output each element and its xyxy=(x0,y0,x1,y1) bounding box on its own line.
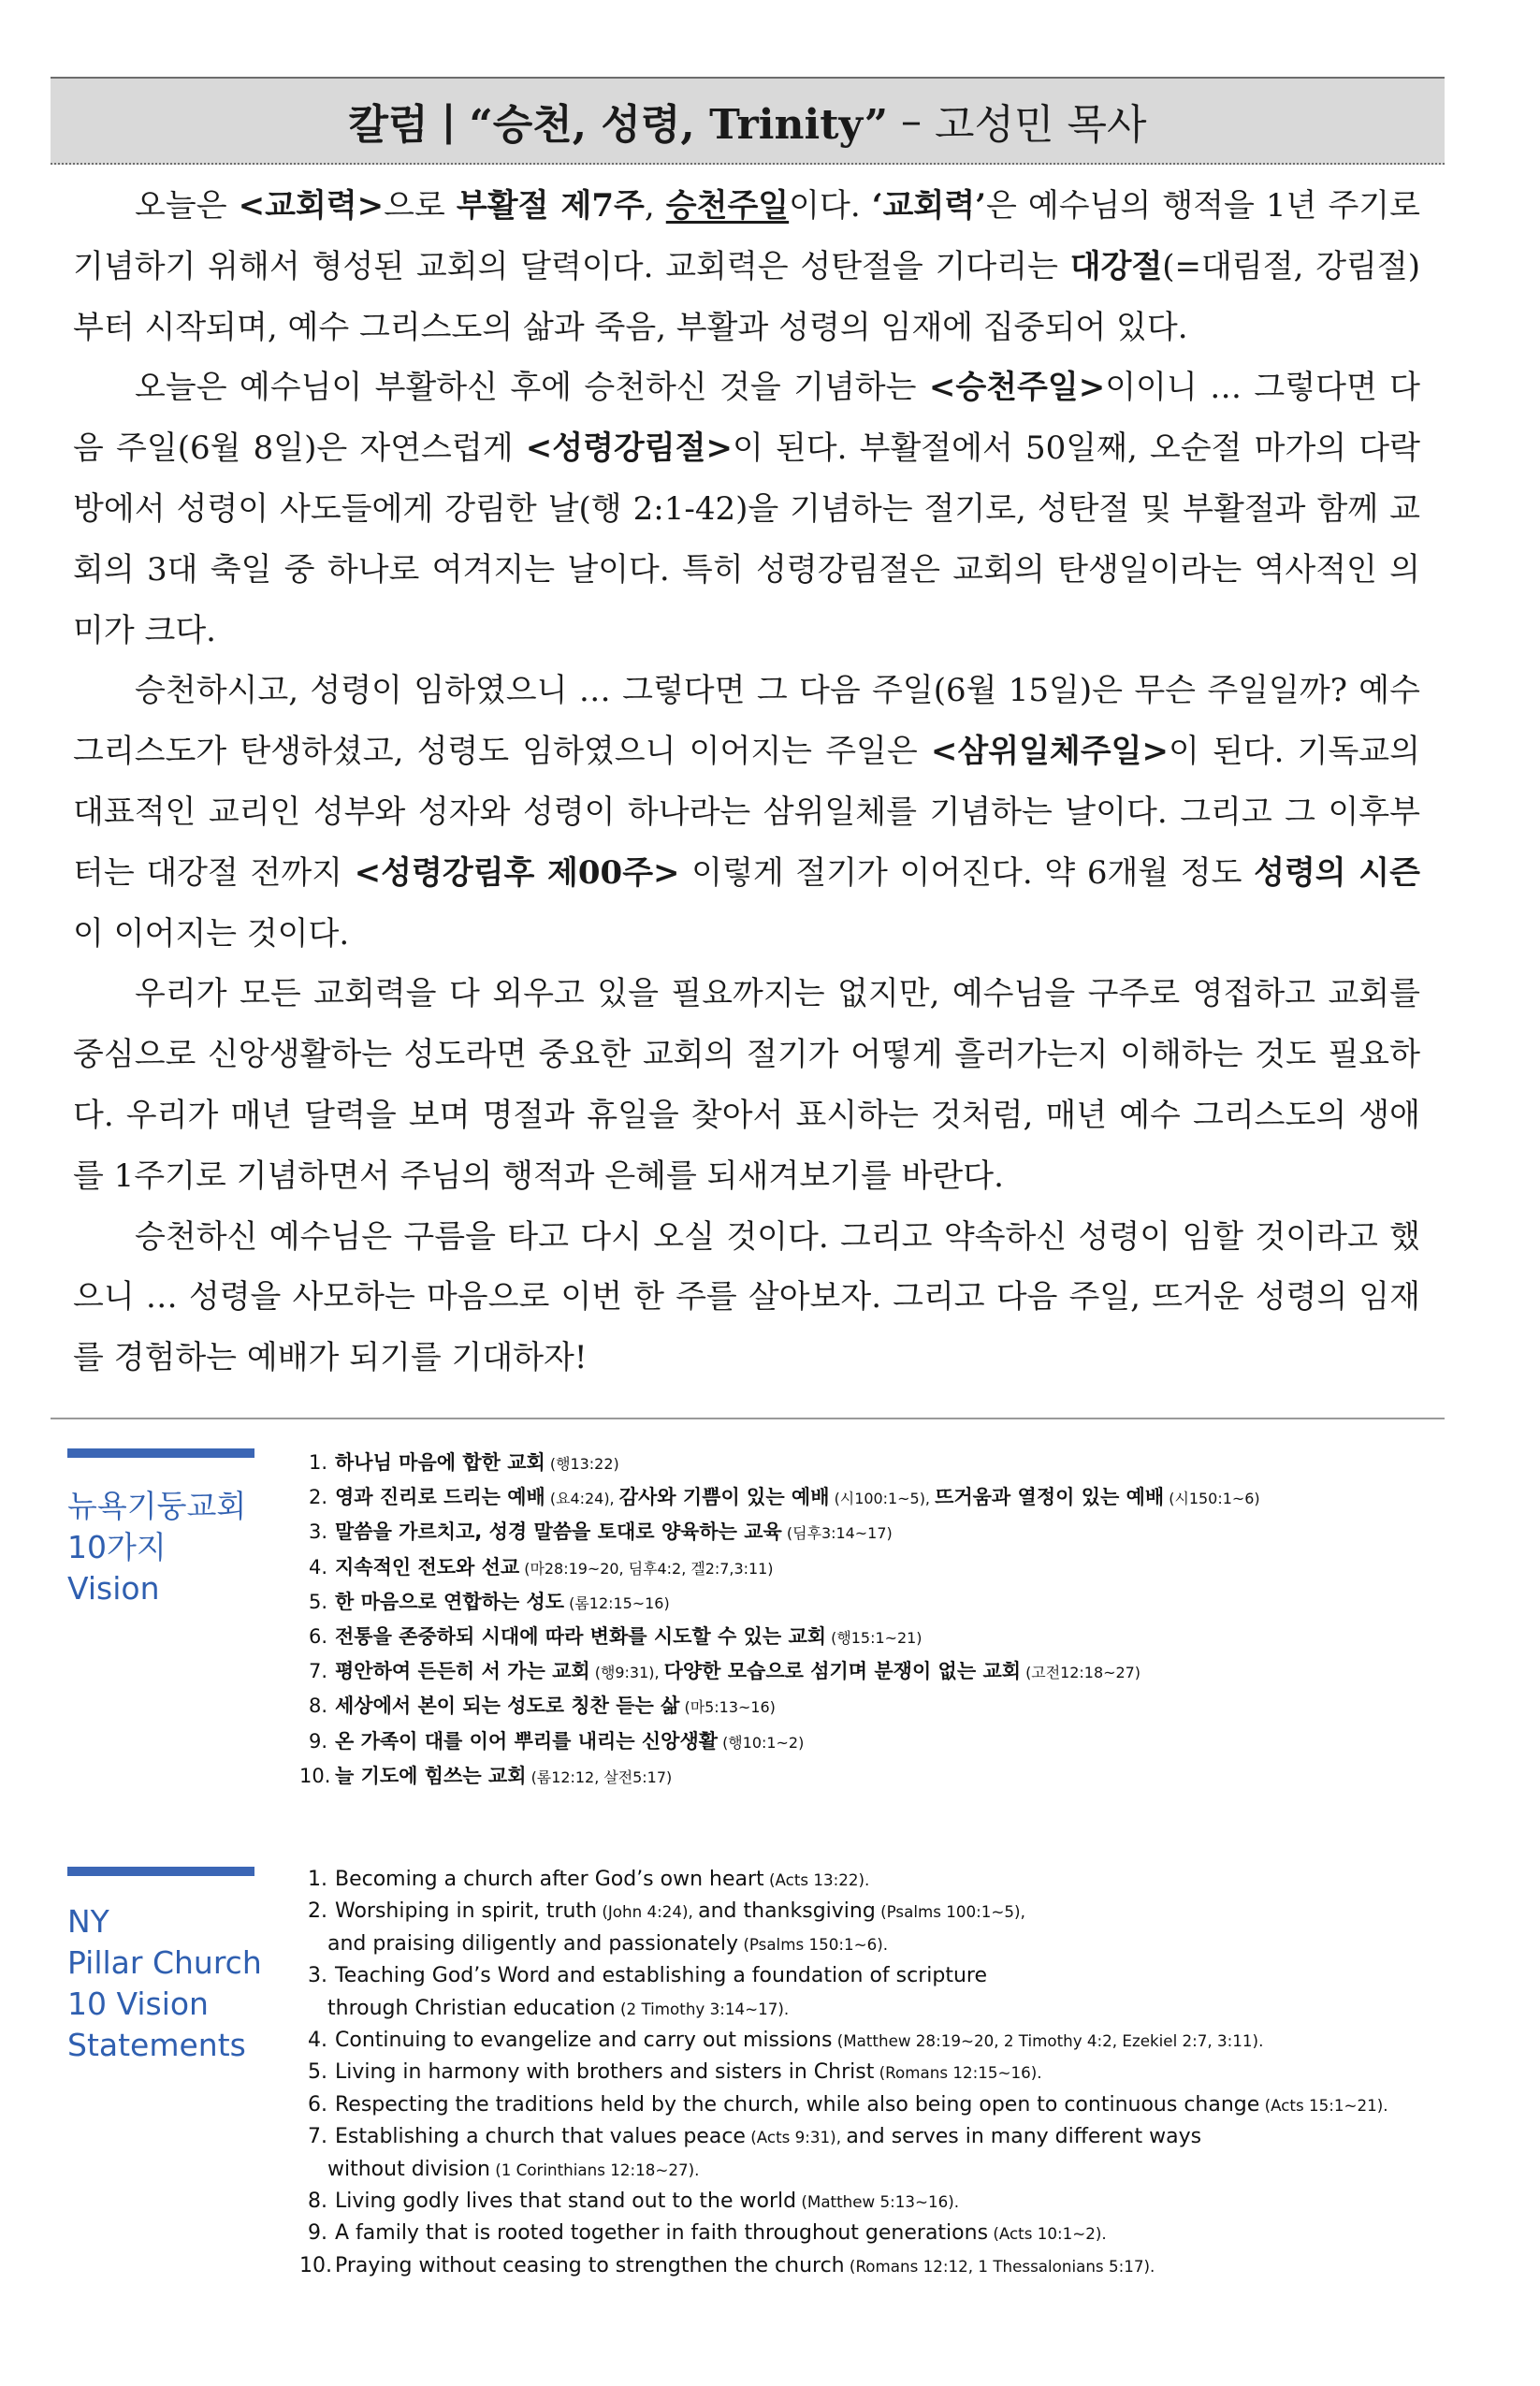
item-number: 10. xyxy=(299,2253,332,2277)
vision-ko-title-line: 10가지 xyxy=(67,1529,167,1565)
item-reference: (롬12:15~16) xyxy=(564,1593,670,1612)
vision-en-list xyxy=(299,1864,1388,2282)
paragraph-4: 우리가 모든 교회력을 다 외우고 있을 필요까지는 없지만, 예수님을 구주로 영접하고 교회를 중심으로 신앙생활하는 성도라면 중요한 교회의 절기가 어떻게 흘러가는지 이해하는 것도 필요하다. 우리가 매년 달력을 보며 명절과 휴일을 찾아서 표시하는 것처럼, 매년 예수 그리스도의 생애를 1주기로 기념하면서 주님의 행적과 은혜를 되새겨보기를 바란다. xyxy=(73,975,1420,1195)
column-author: 고성민 목사 xyxy=(935,101,1147,149)
emphasis: <삼위일체주일> xyxy=(930,733,1169,771)
list-item xyxy=(299,1724,1260,1759)
list-item xyxy=(299,1585,1260,1620)
item-reference: (롬12:12, 살전5:17) xyxy=(526,1768,673,1786)
list-item xyxy=(299,1446,1260,1480)
item-reference: (Psalms 150:1~6). xyxy=(738,1934,889,1954)
item-reference: (Acts 10:1~2). xyxy=(988,2224,1107,2244)
item-number: 8. xyxy=(308,2190,327,2214)
text: (=대림절, 강림절)부터 시작되며, 예수 그리스도의 삶과 죽음, 부활과 성령의 임재에 집중되어 있다. xyxy=(73,247,1420,346)
text: 으로 xyxy=(384,187,457,225)
item-number: 4. xyxy=(308,2029,327,2053)
paragraph-3 xyxy=(73,661,1420,964)
vision-ko-title-line: Vision xyxy=(67,1570,160,1607)
paragraph-5: 승천하신 예수님은 구름을 타고 다시 오실 것이다. 그리고 약속하신 성령이 임할 것이라고 했으니 … 성령을 사모하는 마음으로 이번 한 주를 살아보자. 그리고 다음 주일, 뜨거운 성령의 임재를 경험하는 예배가 되기를 기대하자! xyxy=(73,1217,1420,1377)
item-reference: (2 Timothy 3:14~17). xyxy=(615,1999,790,2018)
item-reference: (Matthew 5:13~16). xyxy=(796,2192,960,2212)
header-dash: – xyxy=(901,96,923,145)
text: , xyxy=(644,187,666,225)
emphasis: 성령의 시즌 xyxy=(1254,853,1420,892)
emphasis: 대강절 xyxy=(1069,247,1163,285)
column-title: “승천, 성령, Trinity” xyxy=(469,101,889,149)
text: 이 된다. 기독교의 대표적인 교리인 성부와 성자와 성령이 하나라는 삼위일체를 기념하는 날이다. 그리고 그 이후부터는 대강절 전까지 xyxy=(73,733,1420,892)
item-reference: (Acts 13:22). xyxy=(763,1870,870,1889)
item-number: 7. xyxy=(308,2125,327,2149)
paragraph-1 xyxy=(73,176,1420,357)
item-number: 3. xyxy=(308,1520,327,1544)
list-item xyxy=(299,1864,1388,1896)
list-item xyxy=(299,2057,1388,2088)
vision-en-title-line: 10 Vision xyxy=(67,1986,209,2022)
column-label: 칼럼 xyxy=(348,101,429,149)
item-text: Worshiping in spirit, truth xyxy=(335,1899,598,1924)
item-number: 7. xyxy=(308,1660,327,1683)
list-item xyxy=(299,1515,1260,1549)
item-text: 평안하여 든든히 서 가는 교회 xyxy=(335,1660,590,1683)
item-reference: (Psalms 100:1~5), xyxy=(875,1902,1025,1922)
item-reference: (Romans 12:15~16). xyxy=(874,2063,1042,2083)
item-text: 늘 기도에 힘쓰는 교회 xyxy=(335,1764,527,1787)
item-reference: (Romans 12:12, 1 Thessalonians 5:17). xyxy=(844,2256,1155,2276)
list-item xyxy=(299,2121,1388,2186)
item-number: 9. xyxy=(308,2221,327,2246)
text: 이렇게 절기가 이어진다. 약 6개월 정도 xyxy=(679,853,1255,892)
vision-ko-title xyxy=(67,1486,292,1609)
item-reference: (Matthew 28:19~20, 2 Timothy 4:2, Ezekiel 2:7, 3:11). xyxy=(832,2031,1264,2051)
item-text: Continuing to evangelize and carry out missions xyxy=(335,2029,833,2053)
item-number: 2. xyxy=(308,1899,327,1924)
vision-en-accent-bar xyxy=(67,1867,254,1876)
item-text: Establishing a church that values peace xyxy=(335,2125,746,2149)
item-number: 4. xyxy=(308,1555,327,1579)
list-item xyxy=(299,1689,1260,1724)
list-item xyxy=(299,2025,1388,2057)
item-reference: (요4:24), xyxy=(545,1490,619,1508)
list-item xyxy=(299,1896,1388,1960)
emphasis: <교회력> xyxy=(238,187,385,225)
item-text: and praising diligently and passionately xyxy=(327,1931,739,1956)
item-number: 6. xyxy=(308,2092,327,2117)
underlined-emphasis: 승천주일 xyxy=(665,187,790,225)
item-reference: (딤후3:14~17) xyxy=(781,1524,893,1543)
item-text: 감사와 기쁨이 있는 예배 xyxy=(618,1486,830,1509)
emphasis: ‘교회력’ xyxy=(871,187,986,225)
vision-en-title-line: NY xyxy=(67,1903,109,1940)
list-item xyxy=(299,1759,1260,1794)
item-text: without division xyxy=(327,2157,490,2181)
vision-en-title xyxy=(67,1901,292,2066)
list-item xyxy=(299,1654,1260,1689)
emphasis: 부활절 제7주 xyxy=(456,187,645,225)
emphasis: <성령강림절> xyxy=(525,429,733,468)
item-reference: (마5:13~16) xyxy=(679,1698,776,1717)
item-text: 지속적인 전도와 선교 xyxy=(335,1555,520,1579)
text: 이이니 … 그렇다면 다음 주일(6월 8일)은 자연스럽게 xyxy=(73,369,1420,468)
item-text: Living in harmony with brothers and sisters in Christ xyxy=(335,2060,875,2085)
item-text: 뜨거움과 열정이 있는 예배 xyxy=(935,1486,1165,1509)
vision-ko-accent-bar xyxy=(67,1448,254,1458)
item-text: through Christian education xyxy=(327,1996,616,2020)
item-number: 2. xyxy=(308,1486,327,1509)
item-text: Respecting the traditions held by the church, while also being open to continuous change xyxy=(335,2092,1260,2117)
item-number: 8. xyxy=(308,1695,327,1718)
item-text: 한 마음으로 연합하는 성도 xyxy=(335,1590,565,1613)
list-item xyxy=(299,2250,1388,2282)
item-text: 다양한 모습으로 섬기며 분쟁이 없는 교회 xyxy=(663,1660,1022,1683)
item-reference: (행9:31), xyxy=(589,1664,664,1682)
item-text: and serves in many different ways xyxy=(846,2125,1202,2149)
vision-en-title-line: Pillar Church xyxy=(67,1944,262,1981)
item-text: 세상에서 본이 되는 성도로 칭찬 듣는 삶 xyxy=(335,1695,680,1718)
paragraph-2 xyxy=(73,357,1420,661)
list-item xyxy=(299,1550,1260,1585)
vision-ko-list xyxy=(299,1446,1260,1794)
item-text: 말씀을 가르치고, 성경 말씀을 토대로 양육하는 교육 xyxy=(335,1520,782,1544)
item-reference: (Acts 15:1~21). xyxy=(1259,2095,1388,2115)
list-item xyxy=(299,2186,1388,2218)
item-number: 5. xyxy=(308,1590,327,1613)
text: 오늘은 xyxy=(135,187,239,225)
item-reference: (행15:1~21) xyxy=(826,1628,923,1647)
emphasis: <성령강림후 제00주> xyxy=(354,853,680,892)
item-number: 5. xyxy=(308,2060,327,2085)
item-number: 9. xyxy=(308,1729,327,1753)
item-text: A family that is rooted together in faith throughout generations xyxy=(335,2221,989,2246)
item-reference: (시150:1~6) xyxy=(1164,1490,1260,1508)
item-reference: (마28:19~20, 딤후4:2, 겔2:7,3:11) xyxy=(519,1559,774,1578)
item-reference: (시100:1~5), xyxy=(829,1490,936,1508)
item-reference: (고전12:18~27) xyxy=(1021,1664,1140,1682)
item-text: 전통을 존중하되 시대에 따라 변화를 시도할 수 있는 교회 xyxy=(335,1624,827,1648)
item-text: Living godly lives that stand out to the world xyxy=(335,2190,797,2214)
item-number: 10. xyxy=(299,1764,331,1787)
item-reference: (1 Corinthians 12:18~27). xyxy=(489,2160,700,2179)
text: 승천하시고, 성령이 임하였으니 … 그렇다면 그 다음 주일(6월 15일)은 무슨 주일일까? 예수 그리스도가 탄생하셨고, 성령도 임하였으니 이어지는 주일은 xyxy=(73,672,1420,771)
text: 이 이어지는 것이다. xyxy=(73,914,350,953)
column-body xyxy=(73,176,1420,1389)
item-text: 영과 진리로 드리는 예배 xyxy=(335,1486,545,1509)
item-reference: (Acts 9:31), xyxy=(745,2128,847,2147)
header-separator: | xyxy=(441,96,457,145)
item-text: 온 가족이 대를 이어 뿌리를 내리는 신앙생활 xyxy=(335,1729,719,1753)
vision-ko-title-line: 뉴욕기둥교회 xyxy=(67,1488,247,1524)
text: 은 예수님의 행적을 1년 주기로 기념하기 위해서 형성된 교회의 달력이다. 교회력은 성탄절을 기다리는 xyxy=(73,187,1420,285)
list-item xyxy=(299,2089,1388,2121)
text: 오늘은 예수님이 부활하신 후에 승천하신 것을 기념하는 xyxy=(135,369,929,407)
item-reference: (행10:1~2) xyxy=(718,1733,805,1752)
column-header xyxy=(51,77,1445,165)
list-item xyxy=(299,1480,1260,1515)
item-number: 3. xyxy=(308,1964,327,1988)
item-text: Teaching God’s Word and establishing a foundation of scripture xyxy=(335,1964,988,1988)
item-text: Becoming a church after God’s own heart xyxy=(335,1868,764,1891)
list-item xyxy=(299,1620,1260,1654)
item-text: 하나님 마음에 합한 교회 xyxy=(335,1451,545,1474)
item-number: 6. xyxy=(308,1624,327,1648)
item-reference: (행13:22) xyxy=(545,1455,619,1473)
text: 이 된다. 부활절에서 50일째, 오순절 마가의 다락방에서 성령이 사도들에게 강림한 날(행 2:1-42)을 기념하는 절기로, 성탄절 및 부활절과 함께 교회의 3대 축일 중 하나로 여겨지는 날이다. 특히 성령강림절은 교회의 탄생일이라는 역사적인 의미가 크다. xyxy=(73,429,1420,649)
item-reference: (John 4:24), xyxy=(597,1902,699,1922)
list-item xyxy=(299,1960,1388,2025)
item-text: and thanksgiving xyxy=(698,1899,876,1924)
item-text: Praying without ceasing to strengthen the church xyxy=(335,2253,845,2277)
text: 이다. xyxy=(789,187,872,225)
item-number: 1. xyxy=(308,1868,327,1891)
section-divider xyxy=(51,1418,1445,1419)
vision-en-title-line: Statements xyxy=(67,2027,246,2063)
item-number: 1. xyxy=(308,1451,327,1474)
list-item xyxy=(299,2218,1388,2249)
emphasis: <승천주일> xyxy=(928,369,1106,407)
